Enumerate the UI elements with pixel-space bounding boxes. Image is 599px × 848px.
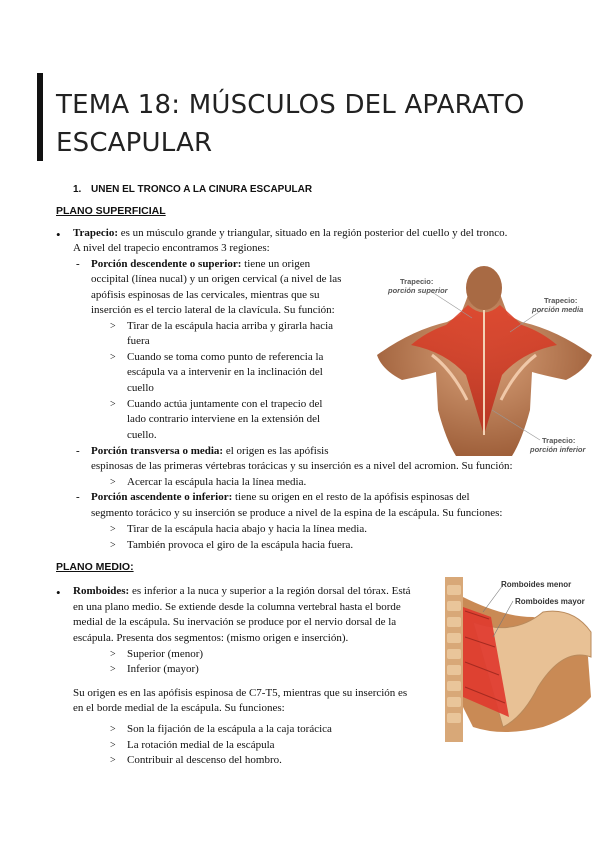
superior-line-1	[91, 257, 310, 273]
romboides-line-4: escápula. Presenta dos segmentos: (mismo origen e inserción).	[73, 632, 349, 644]
arrow-marker: >	[110, 540, 116, 551]
superior-item-1-line-1: Tirar de la escápula hacia arriba y girarla hacia	[127, 320, 334, 332]
label-media-1: Trapecio:	[544, 296, 578, 305]
inferior-line-1	[91, 490, 470, 506]
superior-item-2-line-2: escápula va a intervenir en la inclinación del	[127, 366, 323, 378]
superior-item-3-line-2: lado contrario interviene en la extensión del	[127, 413, 321, 425]
arrow-marker: >	[110, 664, 116, 675]
trapecio-line-1	[73, 226, 593, 242]
arrow-marker: >	[110, 477, 116, 488]
bullet-romboides: •	[56, 585, 61, 600]
term-romboides: Romboides:	[73, 585, 130, 597]
label-media-2: porción media	[532, 305, 584, 314]
subheading-medio: PLANO MEDIO:	[56, 561, 134, 573]
vertebrae	[447, 585, 461, 723]
title-line-2: ESCAPULAR	[56, 128, 213, 158]
arrow-marker: >	[110, 524, 116, 535]
label-inferior-2: porción inferior	[530, 445, 586, 454]
page-title	[56, 86, 556, 162]
term-inferior: Porción ascendente o inferior:	[91, 491, 233, 503]
label-romboides-mayor: Romboides mayor	[515, 597, 585, 606]
romboides-para-line-1: Su origen es en las apófisis espinosa de C7-T5, mientras que su inserción es	[73, 687, 408, 699]
romboides-line-3: medial de la escápula. Su inervación se produce por el nervio dorsal de la	[73, 616, 397, 628]
arrow-marker: >	[110, 724, 116, 735]
media-line-1	[91, 444, 329, 460]
superior-text: tiene un origen	[241, 258, 311, 270]
romboides-function-2: La rotación medial de la escápula	[127, 739, 275, 751]
label-romboides-menor: Romboides menor	[501, 580, 572, 589]
superior-line-4: inserción es el tercio lateral de la clavícula. Su función:	[91, 304, 335, 316]
title-accent-bar	[37, 73, 43, 161]
romboides-line-2: en una plano medio. Se extiende desde la columna vertebral hasta el borde	[73, 601, 401, 613]
romboides-text: es inferior a la nuca y superior a la región dorsal del tórax. Está	[129, 585, 411, 597]
media-item-1: Acercar la escápula hacia la línea media.	[127, 476, 307, 488]
inferior-line-2: segmento torácico y su inserción se produce a nivel de la espina de la escápula. Su funciones:	[91, 507, 503, 519]
label-superior-2: porción superior	[388, 286, 448, 295]
superior-item-1-line-2: fuera	[127, 335, 150, 347]
superior-item-2-line-1: Cuando se toma como punto de referencia la	[127, 351, 324, 363]
romboides-line-1	[73, 584, 443, 600]
romboides-para-line-2: en el borde medial de la escápula. Su funciones:	[73, 702, 285, 714]
term-media: Porción transversa o media:	[91, 445, 224, 457]
trapecio-figure	[372, 260, 596, 456]
arrow-marker: >	[110, 399, 116, 410]
inferior-item-2: También provoca el giro de la escápula hacia fuera.	[127, 539, 354, 551]
superior-line-2: occipital (línea nucal) y un origen cervical (a nivel de las	[91, 273, 342, 285]
bullet-trapecio: •	[56, 227, 61, 242]
romboides-function-1: Son la fijación de la escápula a la caja torácica	[127, 723, 332, 735]
trapecio-text: es un músculo grande y triangular, situado en la región posterior del cuello y del tronco.	[118, 227, 508, 239]
segment-inferior: Inferior (mayor)	[127, 663, 199, 675]
dash-superior: -	[76, 258, 80, 270]
trapecio-line-2: A nivel del trapecio encontramos 3 regiones:	[73, 242, 270, 254]
inferior-item-1: Tirar de la escápula hacia abajo y hacia la línea media.	[127, 523, 367, 535]
term-trapecio: Trapecio:	[73, 227, 119, 239]
dash-inferior: -	[76, 491, 80, 503]
dash-media: -	[76, 445, 80, 457]
section-number: 1.	[73, 184, 82, 195]
term-superior: Porción descendente o superior:	[91, 258, 242, 270]
label-inferior-1: Trapecio:	[542, 436, 576, 445]
superior-item-3-line-3: cuello.	[127, 429, 157, 441]
arrow-marker: >	[110, 755, 116, 766]
arrow-marker: >	[110, 649, 116, 660]
superior-item-2-line-3: cuello	[127, 382, 154, 394]
subheading-superficial: PLANO SUPERFICIAL	[56, 205, 166, 217]
arrow-marker: >	[110, 740, 116, 751]
arrow-marker: >	[110, 352, 116, 363]
title-line-1: TEMA 18: MÚSCULOS DEL APARATO	[56, 90, 525, 120]
romboides-function-3: Contribuir al descenso del hombro.	[127, 754, 282, 766]
media-text: el origen es las apófisis	[223, 445, 329, 457]
inferior-text: tiene su origen en el resto de la apófisis espinosas del	[232, 491, 470, 503]
section-heading	[73, 184, 312, 195]
superior-line-3: apófisis espinosas de las cervicales, mientras que su	[91, 289, 320, 301]
segment-superior: Superior (menor)	[127, 648, 204, 660]
head-shape	[466, 266, 502, 310]
section-label: UNEN EL TRONCO A LA CINURA ESCAPULAR	[91, 184, 313, 195]
arrow-marker: >	[110, 321, 116, 332]
label-superior-1: Trapecio:	[400, 277, 434, 286]
romboides-figure	[443, 577, 593, 742]
superior-item-3-line-1: Cuando actúa juntamente con el trapecio del	[127, 398, 323, 410]
media-line-2: espinosas de las primeras vértebras torácicas y su inserción es a nivel del acromion. Su función:	[91, 460, 513, 472]
